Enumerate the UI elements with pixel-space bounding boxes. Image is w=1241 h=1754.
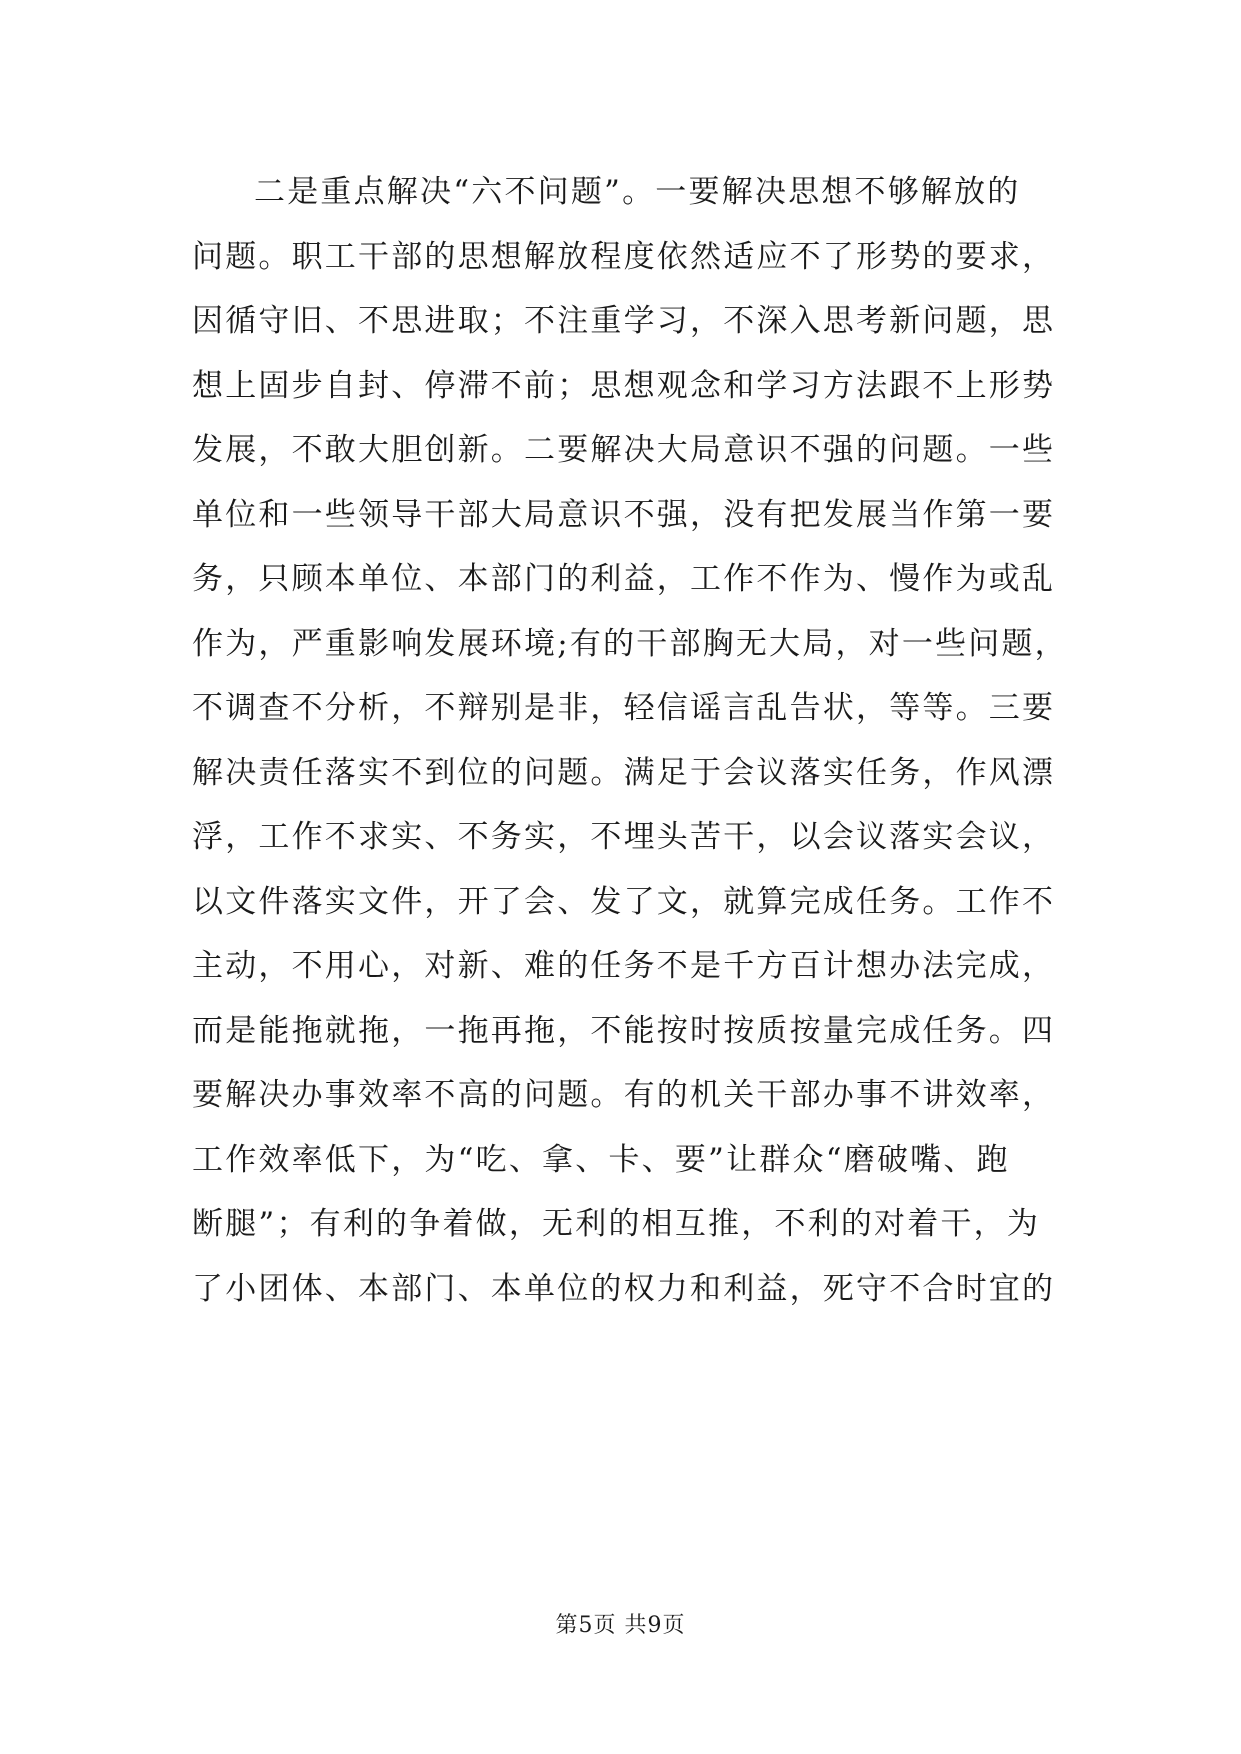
text-line: 以文件落实文件，开了会、发了文，就算完成任务。工作不 [192,883,1056,920]
text-line: 解决责任落实不到位的问题。满足于会议落实任务，作风漂 [192,754,1056,791]
text-line: 主动，不用心，对新、难的任务不是千方百计想办法完成， [192,948,1056,984]
text-line: 问题。职工干部的思想解放程度依然适应不了形势的要求， [192,238,1056,275]
text-line: 因循守旧、不思进取；不注重学习，不深入思考新问题，思 [192,303,1056,339]
page-number-footer: 第5页 共9页 [555,1613,686,1638]
text-line: 发展，不敢大胆创新。二要解决大局意识不强的问题。一些 [192,432,1056,468]
text-line: 二是重点解决“六不问题”。一要解决思想不够解放的 [254,174,1021,210]
text-line: 了小团体、本部门、本单位的权力和利益，死守不合时宜的 [192,1270,1056,1307]
text-line: 断腿”；有利的争着做，无利的相互推，不利的对着干，为 [192,1206,1041,1242]
text-line: 不调查不分析，不辩别是非，轻信谣言乱告状，等等。三要 [192,690,1056,726]
text-line: 作为，严重影响发展环境;有的干部胸无大局，对一些问题， [192,625,1068,662]
body-paragraph [192,160,1072,1321]
text-line: 务，只顾本单位、本部门的利益，工作不作为、慢作为或乱 [192,561,1056,597]
text-line: 单位和一些领导干部大局意识不强，没有把发展当作第一要 [192,496,1056,533]
text-line: 工作效率低下，为“吃、拿、卡、要”让群众“磨破嘴、跑 [192,1141,1010,1178]
text-line: 想上固步自封、停滞不前；思想观念和学习方法跟不上形势 [192,367,1056,404]
text-line: 浮，工作不求实、不务实，不埋头苦干，以会议落实会议， [192,819,1056,855]
text-line: 要解决办事效率不高的问题。有的机关干部办事不讲效率， [192,1077,1056,1113]
text-line: 而是能拖就拖，一拖再拖，不能按时按质按量完成任务。四 [192,1012,1056,1049]
